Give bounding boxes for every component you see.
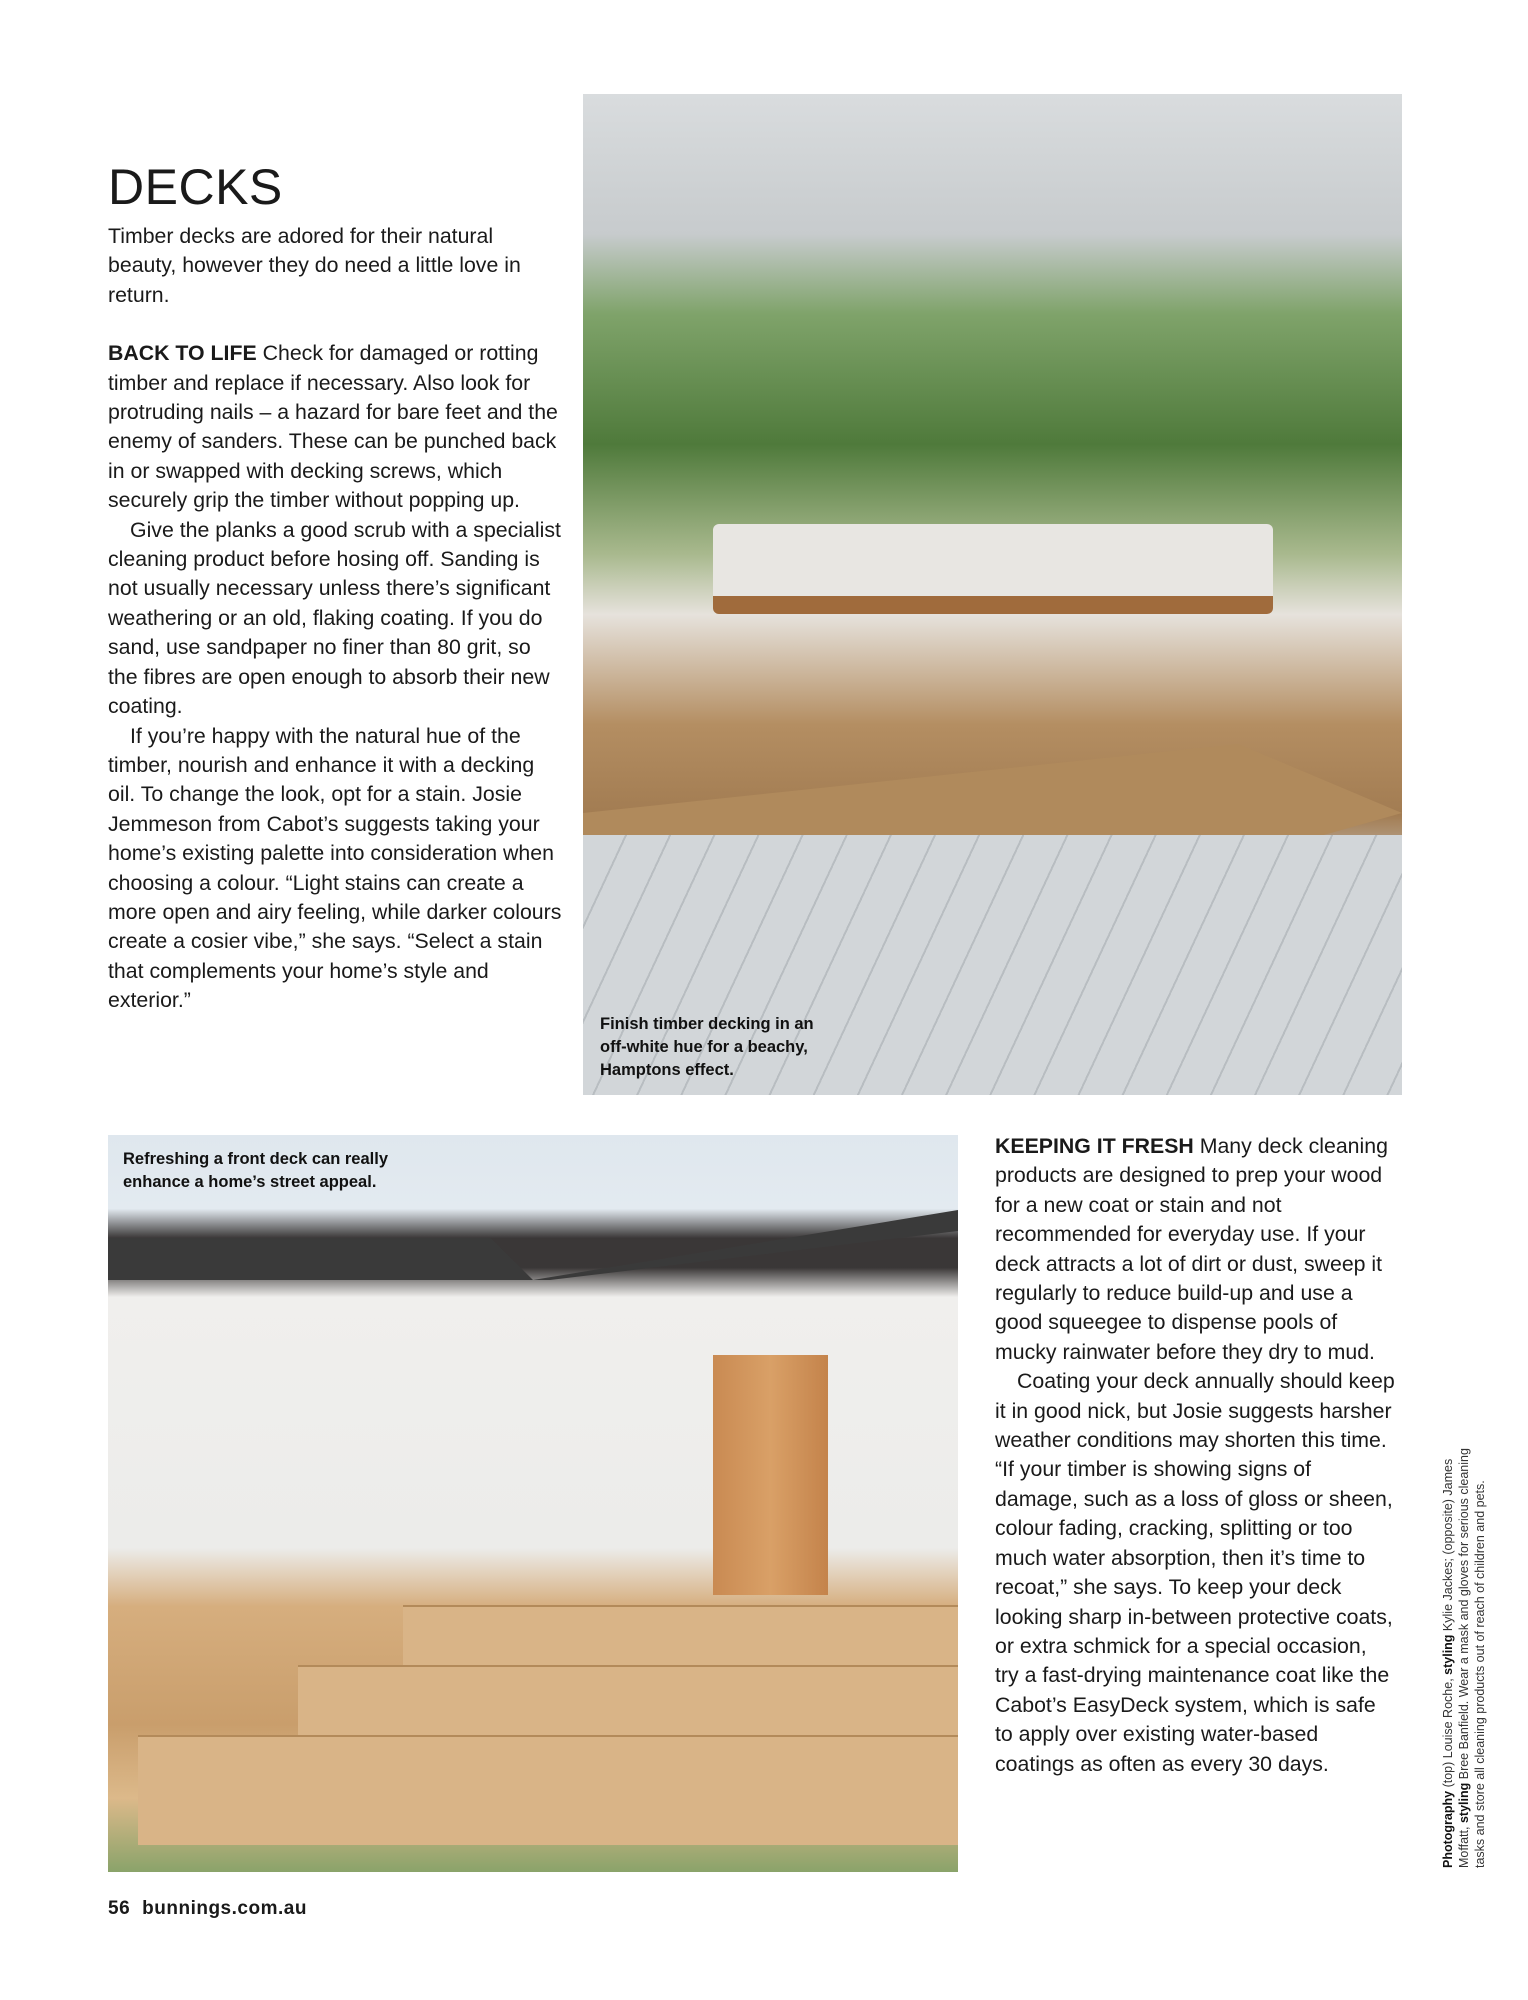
deck-step [298, 1665, 958, 1735]
back-to-life-p1 [108, 339, 566, 515]
right-column [995, 1132, 1395, 1779]
bottom-photo-caption: Refreshing a front deck can really enhance a home’s street appeal. [123, 1150, 389, 1191]
keeping-fresh-p2: Coating your deck annually should keep it in good nick, but Josie suggests harsher weather conditions may shorten this time. “If your timber is showing signs of damage, such as a loss of gloss or sheen, colour fading, cracking, splitting or too much water absorption, then it’s time to recoat,” she says. To keep your deck looking sharp in-between protective coats, or extra schmick for a special occasion, try a fast-drying maintenance coat like the Cabot’s EasyDeck system, which is safe to apply over existing water-based coatings as often as every 30 days. [995, 1369, 1395, 1776]
top-photo-caption: Finish timber decking in an off-white hue for a beachy, Hamptons effect. [600, 1015, 814, 1079]
credit-text: (top) Louise Roche, [1441, 1678, 1455, 1788]
back-to-life-p2: Give the planks a good scrub with a specialist cleaning product before hosing off. Sanding is not usually necessary unless there’s significant weathering or an old, flaking coating. If you do sand, use sandpaper no finer than 80 grit, so the fibres are open enough to absorb their new coating. [108, 517, 561, 719]
keeping-fresh-heading: KEEPING IT FRESH [995, 1134, 1194, 1158]
page-title: DECKS [108, 159, 283, 215]
credit-text: Bree Banfield. Wear a mask and gloves for serious cleaning tasks and store all cleaning products out of reach of children and pets. [1457, 1448, 1487, 1868]
roof [108, 1210, 958, 1280]
back-to-life-p1-text: Check for damaged or rotting timber and replace if necessary. Also look for protruding nails – a hazard for bare feet and the enemy of sanders. These can be punched back in or swapped with decking screws, which securely grip the timber without popping up. [108, 341, 558, 513]
credit-text: Kylie Jackes; (opposite) James Moffatt, [1441, 1458, 1471, 1868]
photo-credit [1440, 1418, 1488, 1868]
deck-step [138, 1735, 958, 1845]
deck-step [403, 1605, 958, 1665]
front-deck-photo [108, 1135, 958, 1872]
back-to-life-p3: If you’re happy with the natural hue of the timber, nourish and enhance it with a decking oil. To change the look, opt for a stain. Josie Jemmeson from Cabot’s suggests taking your home’s existing palette into consideration when choosing a colour. “Light stains can create a more open and airy feeling, while darker colours create a cosier vibe,” she says. “Select a stain that complements your home’s style and exterior.” [108, 723, 562, 1013]
credit-label: Photography [1441, 1790, 1455, 1868]
website-link[interactable]: bunnings.com.au [142, 1898, 307, 1919]
credit-label: styling [1441, 1634, 1455, 1675]
page-number: 56 [108, 1898, 131, 1919]
intro-text: Timber decks are adored for their natural beauty, however they do need a little love in return. [108, 224, 521, 307]
page-footer [108, 1898, 319, 1920]
keeping-fresh-p1-text: Many deck cleaning products are designed to prep your wood for a new coat or stain and not recommended for everyday use. If your deck attracts a lot of dirt or dust, sweep it regularly to reduce build-up and use a good squeegee to dispense pools of mucky rainwater before they dry to mud. [995, 1134, 1388, 1364]
outdoor-sofa [713, 524, 1273, 614]
left-column [108, 222, 566, 1016]
keeping-fresh-p1 [995, 1132, 1395, 1367]
covered-deck-photo [583, 94, 1402, 1095]
back-to-life-heading: BACK TO LIFE [108, 341, 257, 366]
timber-door [713, 1355, 828, 1595]
credit-label: styling [1457, 1782, 1471, 1824]
